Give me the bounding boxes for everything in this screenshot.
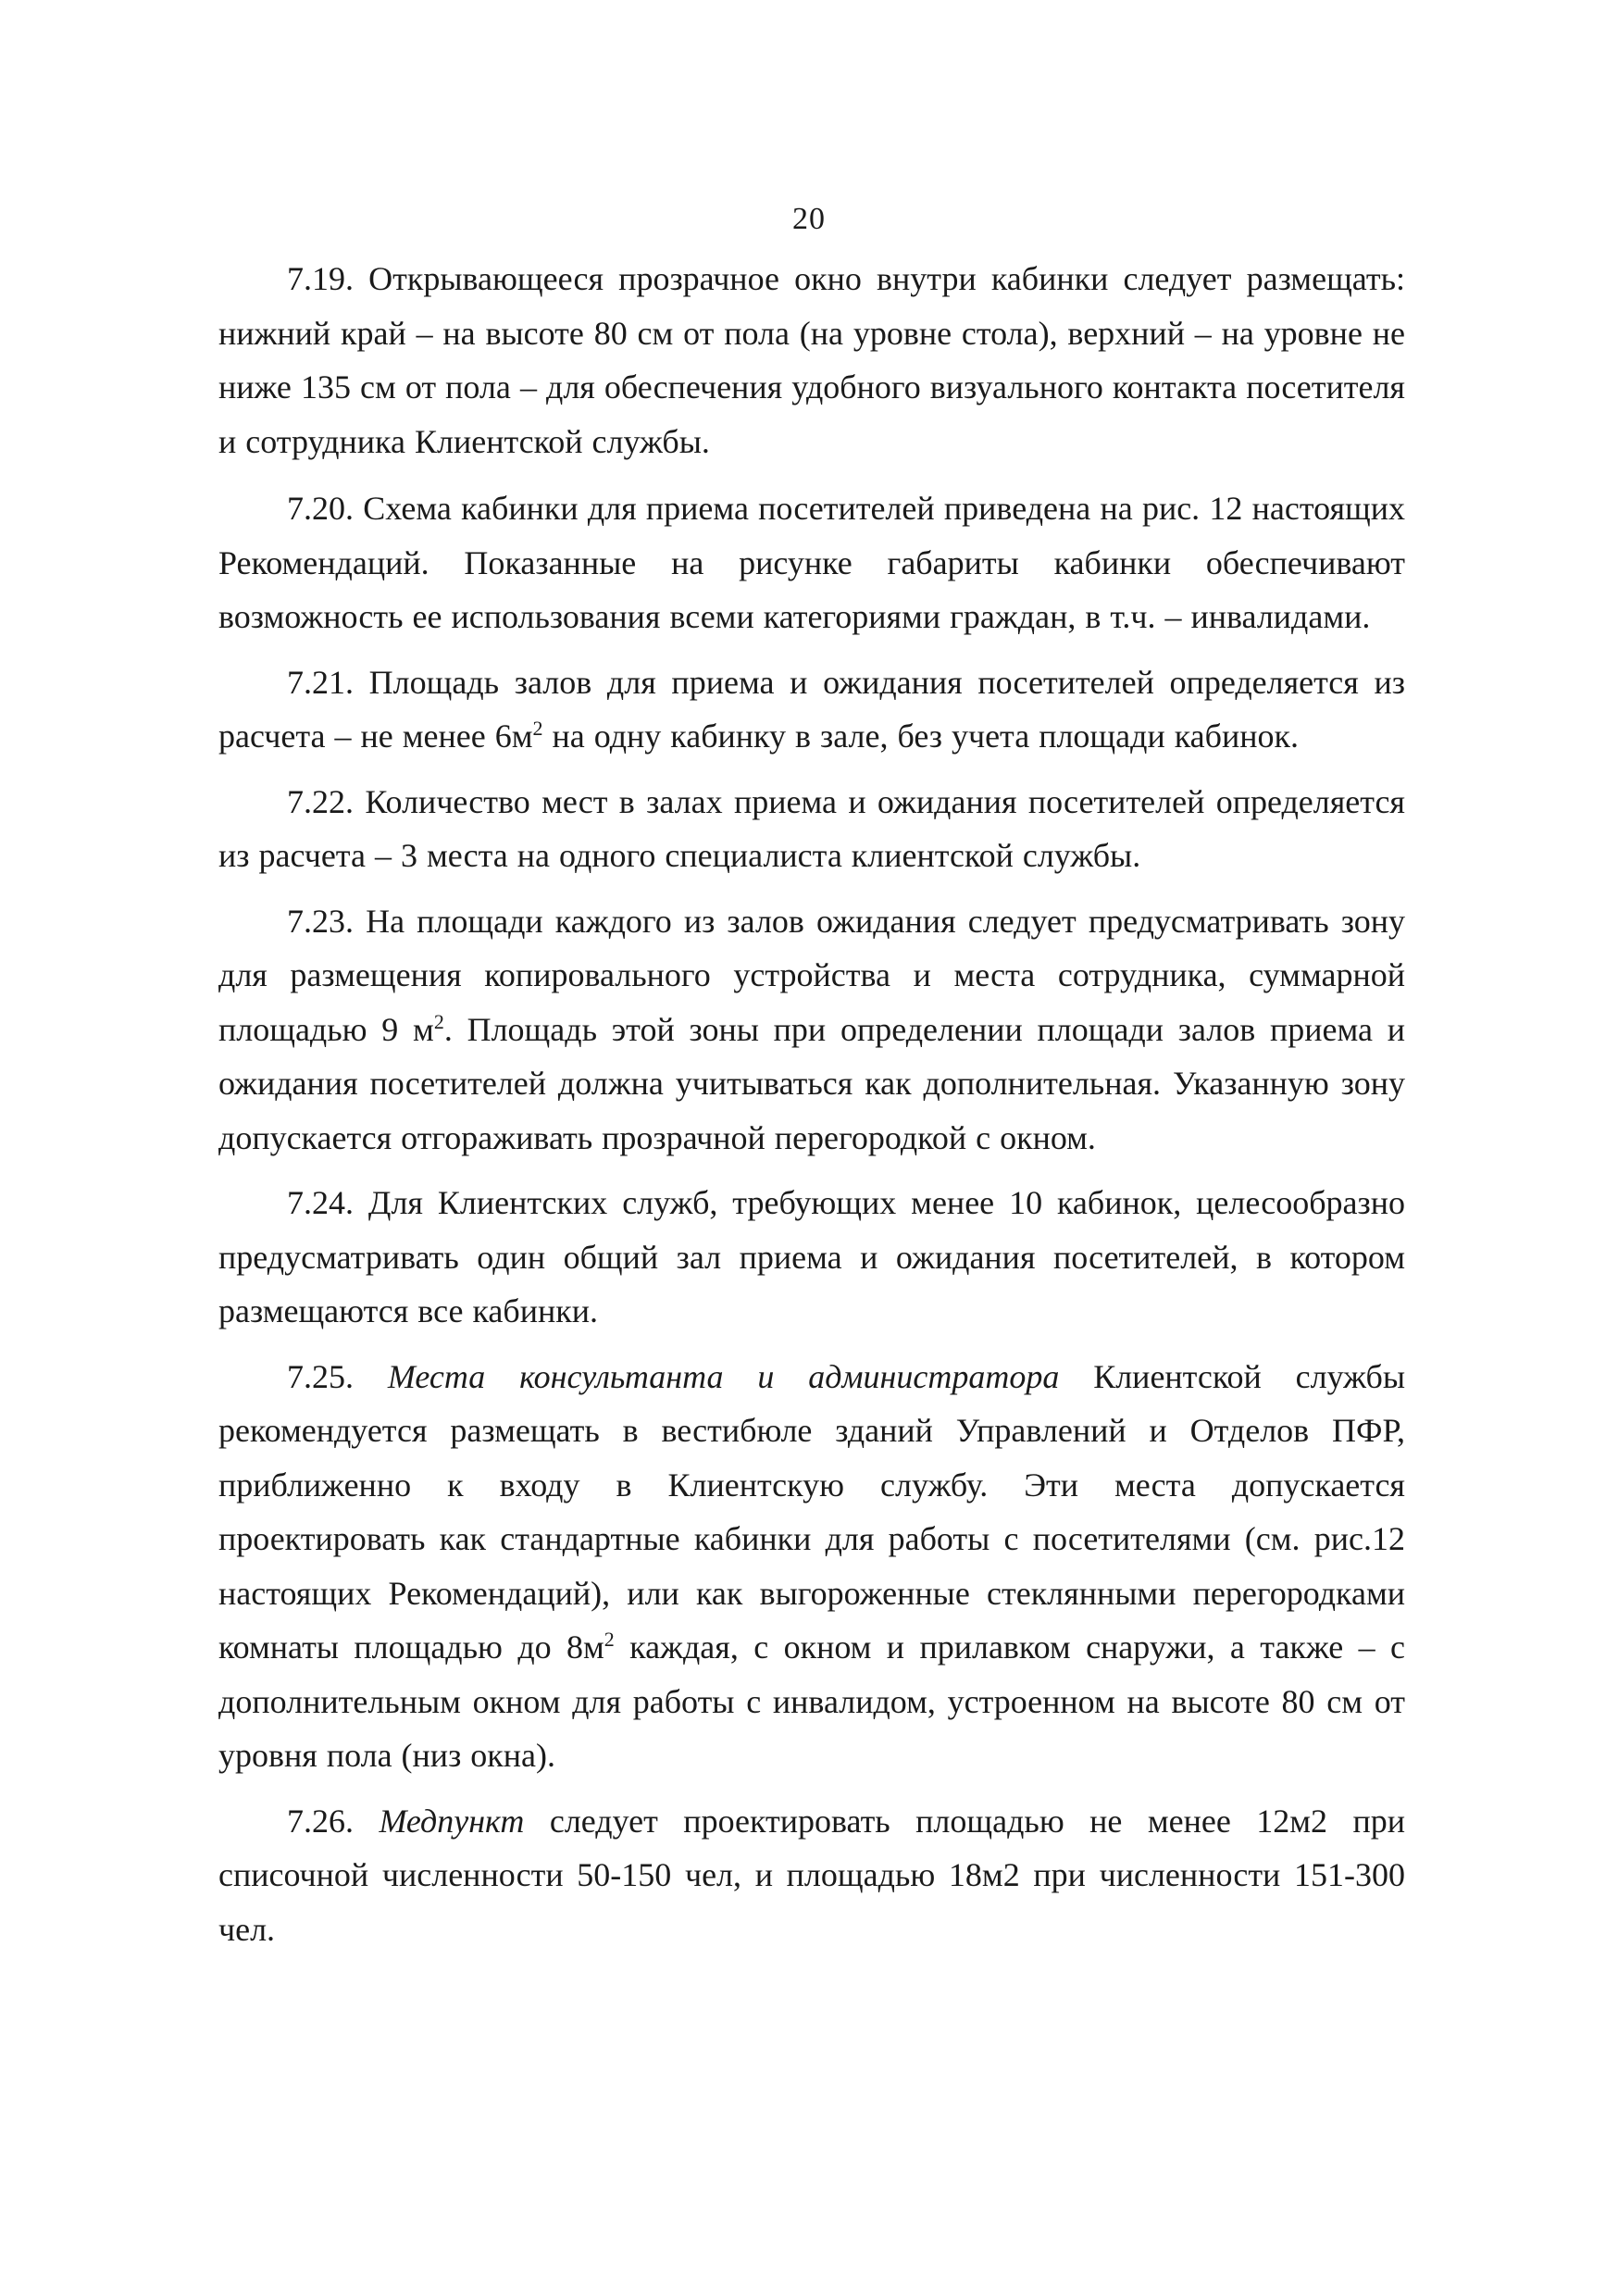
paragraph-number: 7.26. [287,1802,380,1840]
paragraph-text: 7.21. Площадь залов для приема и ожидания посетителей определяется из расчета – не менее 6м [218,663,1405,755]
paragraph-7-21 [218,655,1405,764]
paragraph-text: . Площадь этой зоны при определении площади залов приема и ожидания посетителей должна учитываться как дополнительная. Указанную зону допускается отгораживать прозрачной перегородкой с окном. [218,1010,1406,1156]
page-number: 20 [792,202,826,236]
paragraph-7-23 [218,894,1405,1166]
superscript: 2 [433,1009,444,1033]
paragraph-7-26 [218,1794,1405,1957]
paragraph-text: следует проектировать площадью не менее 12м2 при списочной численности 50-150 чел, и площадью 18м2 при численности 151-300 чел. [218,1802,1405,1948]
paragraph-7-22: 7.22. Количество мест в залах приема и ожидания посетителей определяется из расчета – 3 места на одного специалиста клиентской службы. [218,782,1405,874]
document-body [218,252,1405,1967]
paragraph-7-25 [218,1350,1405,1783]
paragraph-7-24: 7.24. Для Клиентских служб, требующих менее 10 кабинок, целесообразно предусматривать один общий зал приема и ожидания посетителей, в котором размещаются все кабинки. [218,1184,1405,1329]
italic-term: Медпункт [379,1802,525,1840]
paragraph-7-19: 7.19. Открывающееся прозрачное окно внутри кабинки следует размещать: нижний край – на высоте 80 см от пола (на уровне стола), верхний – на уровне не ниже 135 см от пола – для обеспечения удобного визуального контакта посетителя и сотрудника Клиентской службы. [218,260,1405,460]
superscript: 2 [532,717,543,740]
paragraph-7-20: 7.20. Схема кабинки для приема посетителей приведена на рис. 12 настоящих Рекомендаций. Показанные на рисунке габариты кабинки обеспечивают возможность ее использования всеми категориями граждан, в т.ч. – инвалидами. [218,490,1405,635]
paragraph-text: каждая, с окном и прилавком снаружи, а также – с дополнительным окном для работы с инвалидом, устроенном на высоте 80 см от уровня пола (низ окна). [218,1628,1405,1774]
superscript: 2 [604,1628,615,1651]
paragraph-number: 7.25. [287,1357,388,1395]
paragraph-text: Клиентской службы рекомендуется размещать в вестибюле зданий Управлений и Отделов ПФР, приближенно к входу в Клиентскую службу. Эти места допускается проектировать как стандартные кабинки для работы с посетителями (см. рис.12 настоящих Рекомендаций), или как выгороженные стеклянными перегородками комнаты площадью до 8м [218,1357,1406,1666]
italic-term: Места консультанта и администратора [387,1357,1060,1395]
paragraph-text: на одну кабинку в зале, без учета площади кабинок. [542,718,1299,755]
paragraph-text: 7.23. На площади каждого из залов ожидания следует предусматривать зону для размещения копировального устройства и места сотрудника, суммарной площадью 9 м [218,902,1405,1048]
